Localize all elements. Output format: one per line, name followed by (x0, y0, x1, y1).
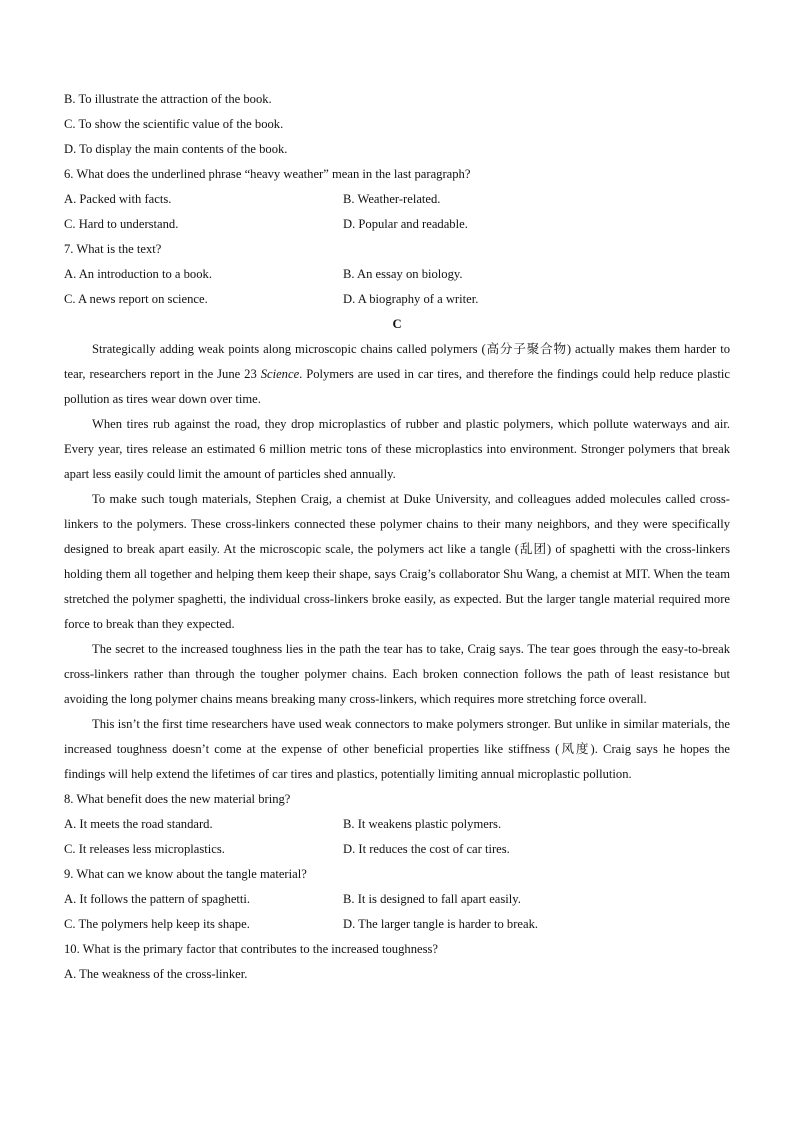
q8-option-b: B. It weakens plastic polymers. (343, 817, 502, 831)
passage-paragraph-1 (64, 337, 730, 412)
q7-option-a: A. An introduction to a book. (64, 267, 212, 281)
q9-option-c: C. The polymers help keep its shape. (64, 917, 250, 931)
q5-option-b: B. To illustrate the attraction of the book. (64, 92, 272, 106)
q7-options-row-1 (64, 262, 730, 287)
q7-option-b: B. An essay on biology. (343, 267, 463, 281)
p1-text-after: . Polymers are used in car tires, and therefore the findings could help reduce plastic pollution as tires wear down over time. (64, 367, 730, 406)
section-label: C (392, 317, 402, 331)
p1-text-before: Strategically adding weak points along microscopic chains called polymers (高分子聚合物) actually makes them harder to tear, researchers report in the June 23 (64, 342, 730, 381)
q6-question: 6. What does the underlined phrase “heavy weather” mean in the last paragraph? (64, 167, 471, 181)
passage-paragraph-5: This isn’t the first time researchers have used weak connectors to make polymers stronger. But unlike in similar materials, the increased toughness doesn’t come at the expense of other beneficial properties like stiffness (风度). Craig says he hopes the findings will help extend the lifetimes of car tires and plastics, potentially limiting annual microplastic pollution. (64, 717, 730, 781)
q5-option-d: D. To display the main contents of the book. (64, 142, 288, 156)
q8-option-c: C. It releases less microplastics. (64, 842, 225, 856)
q6-options-row-2 (64, 212, 730, 237)
q9-option-b: B. It is designed to fall apart easily. (343, 892, 521, 906)
q7-option-c: C. A news report on science. (64, 292, 208, 306)
q9-options-row-2 (64, 912, 730, 937)
q6-option-b: B. Weather-related. (343, 192, 441, 206)
q7-question: 7. What is the text? (64, 242, 162, 256)
q9-option-a: A. It follows the pattern of spaghetti. (64, 892, 251, 906)
exam-page (64, 87, 730, 987)
q9-question: 9. What can we know about the tangle material? (64, 867, 307, 881)
q9-options-row-1 (64, 887, 730, 912)
journal-name: Science (260, 367, 300, 381)
passage-paragraph-4: The secret to the increased toughness lies in the path the tear has to take, Craig says. The tear goes through the easy-to-break cross-linkers rather than through the tougher polymer chains. Each broken connection follows the path of least resistance but avoiding the long polymer chains means breaking many cross-linkers, which requires more stretching force overall. (64, 642, 730, 706)
q10-question: 10. What is the primary factor that contributes to the increased toughness? (64, 942, 438, 956)
q6-option-a: A. Packed with facts. (64, 192, 172, 206)
q6-option-c: C. Hard to understand. (64, 217, 179, 231)
q6-option-d: D. Popular and readable. (343, 217, 468, 231)
passage-paragraph-2: When tires rub against the road, they drop microplastics of rubber and plastic polymers, which pollute waterways and air. Every year, tires release an estimated 6 million metric tons of these microplastics into environment. Stronger polymers that break apart less easily could limit the amount of particles shed annually. (64, 417, 730, 481)
q8-option-a: A. It meets the road standard. (64, 817, 213, 831)
q8-options-row-1 (64, 812, 730, 837)
q7-options-row-2 (64, 287, 730, 312)
q8-question: 8. What benefit does the new material bring? (64, 792, 291, 806)
q8-option-d: D. It reduces the cost of car tires. (343, 842, 510, 856)
q9-option-d: D. The larger tangle is harder to break. (343, 917, 539, 931)
q7-option-d: D. A biography of a writer. (343, 292, 479, 306)
q6-options-row-1 (64, 187, 730, 212)
passage-paragraph-3: To make such tough materials, Stephen Craig, a chemist at Duke University, and colleagues added molecules called cross-linkers to the polymers. These cross-linkers connected these polymer chains to their many neighbors, and they were specifically designed to break apart easily. At the microscopic scale, the polymers act like a tangle (乱团) of spaghetti with the cross-linkers holding them all together and helping them keep their shape, says Craig’s collaborator Shu Wang, a chemist at MIT. When the team stretched the polymer spaghetti, the individual cross-linkers broke easily, as expected. But the larger tangle material required more force to break than they expected. (64, 492, 730, 631)
q5-option-c: C. To show the scientific value of the book. (64, 117, 284, 131)
q8-options-row-2 (64, 837, 730, 862)
q10-option-a: A. The weakness of the cross-linker. (64, 967, 248, 981)
